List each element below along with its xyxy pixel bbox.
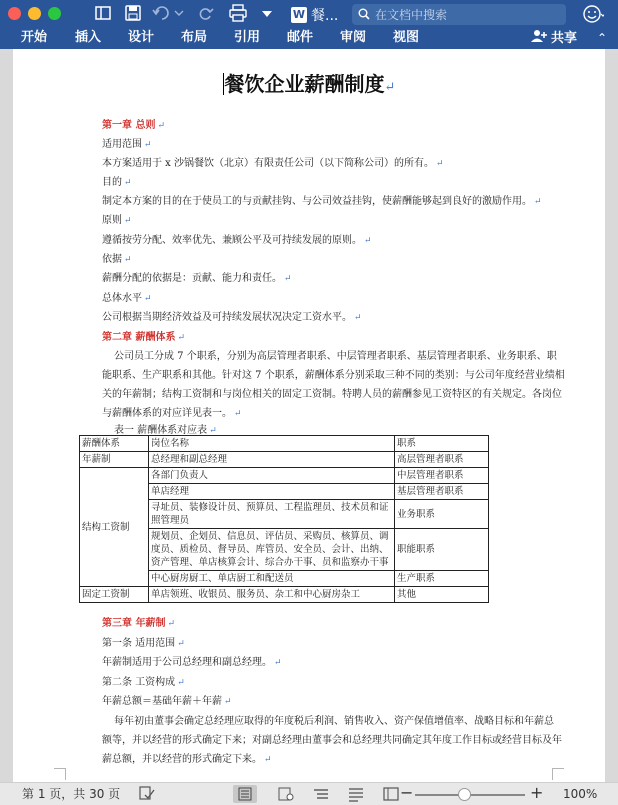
- customize-toolbar-icon[interactable]: [260, 4, 274, 24]
- search-box[interactable]: [352, 4, 566, 25]
- share-button[interactable]: [531, 29, 577, 49]
- share-label: 共享: [551, 31, 578, 46]
- table-cell[interactable]: 单店领班、收银员、服务员、杂工和中心厨房杂工: [149, 587, 395, 603]
- table-row: [80, 587, 489, 603]
- paragraph[interactable]: 本方案适用于 x 沙锅餐饮（北京）有限责任公司（以下简称公司）的所有。 ↵: [102, 158, 444, 169]
- tab-references[interactable]: 引用: [234, 30, 261, 45]
- paragraph[interactable]: 与薪酬体系的对应详见表一。 ↵: [102, 408, 242, 419]
- zoom-out-icon[interactable]: −: [400, 783, 414, 802]
- table-row: [80, 468, 489, 484]
- minimize-window-button[interactable]: [28, 7, 41, 20]
- table-cell[interactable]: 固定工资制: [80, 587, 149, 603]
- close-window-button[interactable]: [8, 7, 21, 20]
- paragraph[interactable]: 遵循按劳分配、效率优先、兼顾公平及可持续发展的原则。 ↵: [102, 235, 372, 246]
- table-cell[interactable]: 各部门负责人: [149, 468, 395, 484]
- paragraph[interactable]: 年薪制适用于公司总经理和副总经理。 ↵: [102, 657, 282, 668]
- print-icon[interactable]: [228, 4, 248, 24]
- status-bar: [0, 782, 618, 805]
- table-cell[interactable]: 职能职系: [395, 529, 489, 571]
- proofing-icon[interactable]: [139, 786, 155, 801]
- paragraph[interactable]: 总体水平 ↵: [102, 293, 152, 304]
- table-caption[interactable]: 表一 薪酬体系对应表 ↵: [114, 425, 217, 436]
- search-input[interactable]: [375, 8, 555, 22]
- paragraph[interactable]: 目的 ↵: [102, 177, 132, 188]
- paragraph[interactable]: 公司员工分成 7 个职系，分别为高层管理者职系、中层管理者职系、基层管理者职系、业务职系、职: [114, 351, 557, 362]
- table-cell[interactable]: 寻址员、装修设计员、预算员、工程监理员、技术员和证照管理员: [149, 500, 395, 529]
- tab-insert[interactable]: 插入: [75, 30, 102, 45]
- document-heading[interactable]: 餐饮企业薪酬制度↵: [224, 72, 396, 96]
- feedback-smiley-icon[interactable]: [582, 4, 604, 25]
- text-cursor: [223, 73, 224, 95]
- table-cell[interactable]: 规划员、企划员、信息员、评估员、采购员、核算员、调度员、质检员、督导员、库管员、安全员、会计、出纳、资产管理、单店核算会计、综合办干事、员和监察办干事: [149, 529, 395, 571]
- table-cell[interactable]: 其他: [395, 587, 489, 603]
- table-cell[interactable]: 高层管理者职系: [395, 452, 489, 468]
- table-cell[interactable]: 总经理和副总经理: [149, 452, 395, 468]
- print-layout-view-icon[interactable]: [233, 785, 257, 803]
- redo-icon[interactable]: [197, 4, 215, 24]
- table-cell[interactable]: 单店经理: [149, 484, 395, 500]
- table-cell[interactable]: 生产职系: [395, 571, 489, 587]
- table-header-row: [80, 436, 489, 452]
- save-icon[interactable]: [124, 4, 142, 24]
- salary-system-table[interactable]: [79, 435, 489, 603]
- paragraph[interactable]: 关的年薪制；结构工资制和与岗位相关的固定工资制。特聘人员的薪酬参见工资特区的有关规定。各岗位: [102, 389, 562, 400]
- chapter-3-heading[interactable]: 第三章 年薪制 ↵: [102, 618, 176, 629]
- document-page[interactable]: [13, 49, 605, 782]
- zoom-slider-thumb[interactable]: [458, 788, 471, 801]
- paragraph[interactable]: 制定本方案的目的在于使员工的与贡献挂钩、与公司效益挂钩，使薪酬能够起到良好的激励作用。 ↵: [102, 196, 542, 207]
- web-layout-view-icon[interactable]: [273, 785, 297, 803]
- table-header-cell[interactable]: 薪酬体系: [80, 436, 149, 452]
- table-cell[interactable]: 年薪制: [80, 452, 149, 468]
- chapter-1-heading[interactable]: 第一章 总则 ↵: [102, 120, 166, 131]
- sidebar-icon[interactable]: [94, 4, 112, 24]
- paragraph[interactable]: 公司根据当期经济效益及可持续发展状况决定工资水平。 ↵: [102, 312, 362, 323]
- paragraph[interactable]: 原则 ↵: [102, 215, 132, 226]
- undo-icon[interactable]: [152, 4, 186, 24]
- zoom-in-icon[interactable]: +: [530, 783, 544, 802]
- title-bar: [0, 0, 618, 29]
- outline-view-icon[interactable]: [309, 785, 333, 803]
- collapse-ribbon-icon[interactable]: ⌃: [597, 31, 608, 45]
- table-cell[interactable]: 中层管理者职系: [395, 468, 489, 484]
- table-cell[interactable]: 基层管理者职系: [395, 484, 489, 500]
- tab-view[interactable]: 视图: [393, 30, 420, 45]
- tab-design[interactable]: 设计: [128, 30, 155, 45]
- table-header-cell[interactable]: 职系: [395, 436, 489, 452]
- window-doc-title: 餐...: [311, 8, 339, 24]
- document-title-tab[interactable]: [291, 5, 338, 25]
- tab-layout[interactable]: 布局: [181, 30, 208, 45]
- paragraph[interactable]: 能职系、生产职系和其他。针对这 7 个职系，薪酬体系分别采取三种不同的类别：与公司年度经营业绩相: [102, 370, 565, 381]
- paragraph[interactable]: 依据 ↵: [102, 254, 132, 265]
- table-cell[interactable]: 中心厨房厨工、单店厨工和配送员: [149, 571, 395, 587]
- paragraph[interactable]: 薪酬分配的依据是：贡献、能力和责任。 ↵: [102, 273, 292, 284]
- table-row: [80, 452, 489, 468]
- table-cell[interactable]: 结构工资制: [80, 468, 149, 587]
- paragraph[interactable]: 每年初由董事会确定总经理应取得的年度税后利润、销售收入、资产保值增值率、战略目标和年薪总: [114, 716, 554, 727]
- margin-corner-mark: [552, 768, 564, 780]
- table-cell[interactable]: 业务职系: [395, 500, 489, 529]
- ribbon-tab-bar: [0, 29, 618, 49]
- paragraph[interactable]: 额等，并以经营的形式确定下来；对副总经理由董事会和总经理共同确定其年度工作目标或经营目标及年: [102, 735, 562, 746]
- tab-home[interactable]: 开始: [21, 30, 48, 45]
- add-person-icon: [531, 29, 547, 49]
- word-doc-icon: W: [292, 8, 306, 21]
- paragraph[interactable]: 第一条 适用范围 ↵: [102, 638, 185, 649]
- table-header-cell[interactable]: 岗位名称: [149, 436, 395, 452]
- chapter-2-heading[interactable]: 第二章 薪酬体系 ↵: [102, 332, 186, 343]
- paragraph[interactable]: 薪总额，并以经营的形式确定下来。 ↵: [102, 754, 272, 765]
- paragraph[interactable]: 第二条 工资构成 ↵: [102, 677, 185, 688]
- document-canvas[interactable]: [0, 49, 618, 782]
- tab-mailings[interactable]: 邮件: [287, 30, 314, 45]
- margin-corner-mark: [54, 768, 66, 780]
- tab-review[interactable]: 审阅: [340, 30, 367, 45]
- page-count[interactable]: 第 1 页，共 30 页: [22, 787, 121, 801]
- maximize-window-button[interactable]: [48, 7, 61, 20]
- zoom-level[interactable]: 100%: [563, 787, 598, 801]
- paragraph[interactable]: 适用范围 ↵: [102, 139, 152, 150]
- search-icon: [358, 5, 370, 24]
- draft-view-icon[interactable]: [344, 785, 368, 803]
- paragraph[interactable]: 年薪总额＝基础年薪＋年薪 ↵: [102, 696, 232, 707]
